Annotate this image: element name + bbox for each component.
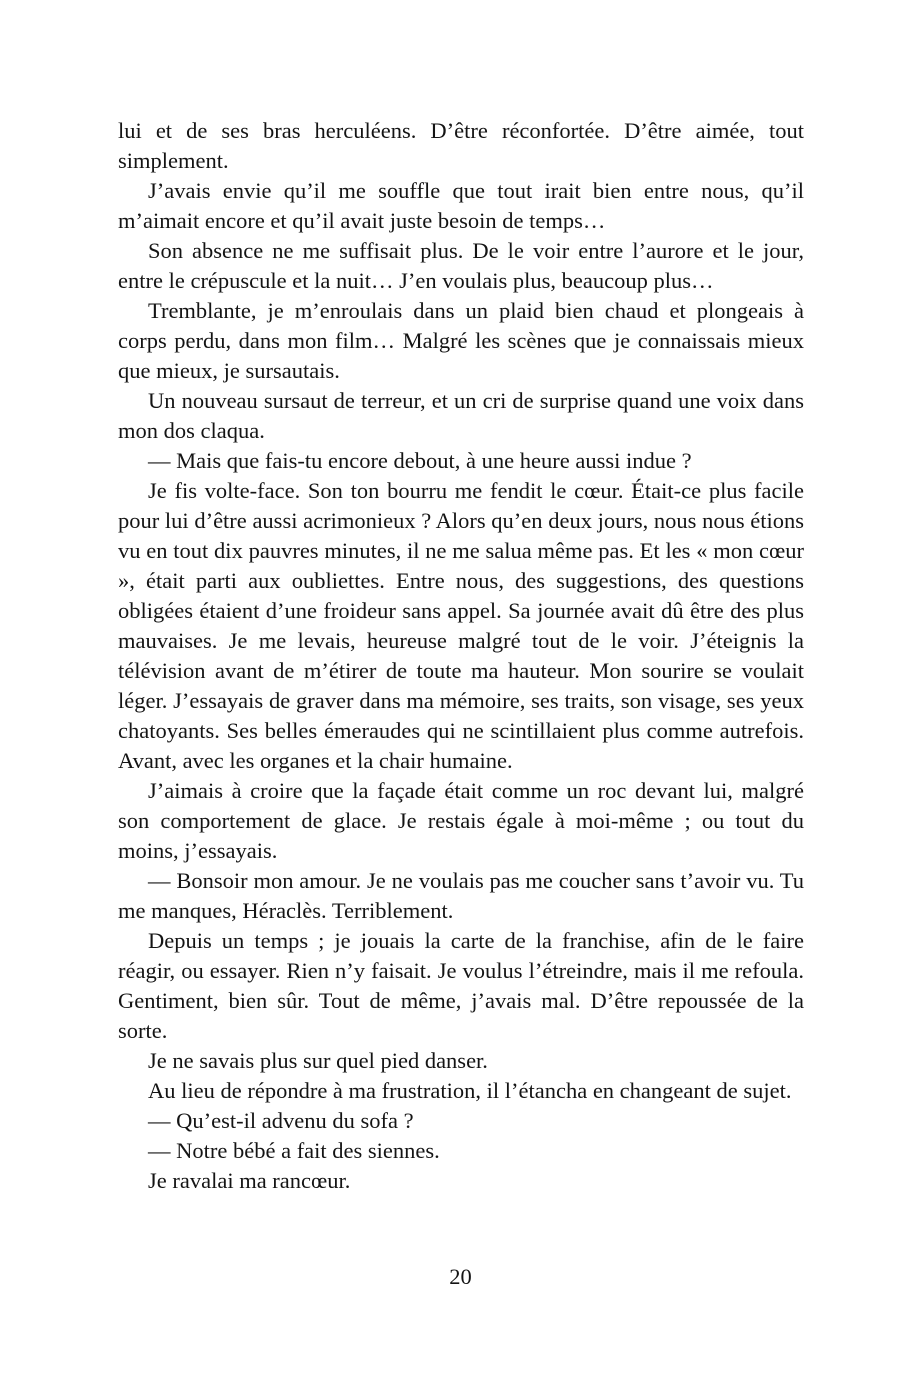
paragraph: Je ravalai ma rancœur. xyxy=(148,1168,351,1193)
paragraph: J’avais envie qu’il me souffle que tout irait bien entre nous, qu’il m’aimait encore et qu’il avait juste besoin de temps… xyxy=(118,178,804,233)
dialogue-line: — Qu’est-il advenu du sofa ? xyxy=(148,1108,414,1133)
paragraph: lui et de ses bras herculéens. D’être réconfortée. D’être aimée, tout simplement. xyxy=(118,118,804,173)
page-number: 20 xyxy=(449,1264,472,1289)
paragraph: Depuis un temps ; je jouais la carte de la franchise, afin de le faire réagir, ou essayer. Rien n’y faisait. Je voulus l’étreindre, mais il me refoula. Gentiment, bien sûr. Tout de même, j’avais mal. D’être repoussée de la sorte. xyxy=(118,928,804,1043)
paragraph: Un nouveau sursaut de terreur, et un cri de surprise quand une voix dans mon dos claqua. xyxy=(118,388,804,443)
paragraph: Au lieu de répondre à ma frustration, il l’étancha en changeant de sujet. xyxy=(148,1078,792,1103)
paragraph: Son absence ne me suffisait plus. De le voir entre l’aurore et le jour, entre le crépuscule et la nuit… J’en voulais plus, beaucoup plus… xyxy=(118,238,804,293)
page-body xyxy=(118,116,804,1196)
dialogue-line: — Bonsoir mon amour. Je ne voulais pas me coucher sans t’avoir vu. Tu me manques, Héraclès. Terriblement. xyxy=(118,868,804,923)
dialogue-line: — Mais que fais-tu encore debout, à une heure aussi indue ? xyxy=(148,448,692,473)
paragraph: Je fis volte-face. Son ton bourru me fendit le cœur. Était-ce plus facile pour lui d’être aussi acrimonieux ? Alors qu’en deux jours, nous nous étions vu en tout dix pauvres minutes, il ne me salua même pas. Et les « mon cœur », était parti aux oubliettes. Entre nous, des suggestions, des questions obligées étaient d’une froideur sans appel. Sa journée avait dû être des plus mauvaises. Je me levais, heureuse malgré tout de le voir. J’éteignis la télévision avant de m’étirer de toute ma hauteur. Mon sourire se voulait léger. J’essayais de graver dans ma mémoire, ses traits, son visage, ses yeux chatoyants. Ses belles émeraudes qui ne scintillaient plus comme autrefois. Avant, avec les organes et la chair humaine. xyxy=(118,478,804,773)
paragraph: Je ne savais plus sur quel pied danser. xyxy=(148,1048,488,1073)
paragraph: Tremblante, je m’enroulais dans un plaid bien chaud et plongeais à corps perdu, dans mon film… Malgré les scènes que je connaissais mieux que mieux, je sursautais. xyxy=(118,298,804,383)
paragraph: J’aimais à croire que la façade était comme un roc devant lui, malgré son comportement de glace. Je restais égale à moi-même ; ou tout du moins, j’essayais. xyxy=(118,778,804,863)
dialogue-line: — Notre bébé a fait des siennes. xyxy=(148,1138,440,1163)
